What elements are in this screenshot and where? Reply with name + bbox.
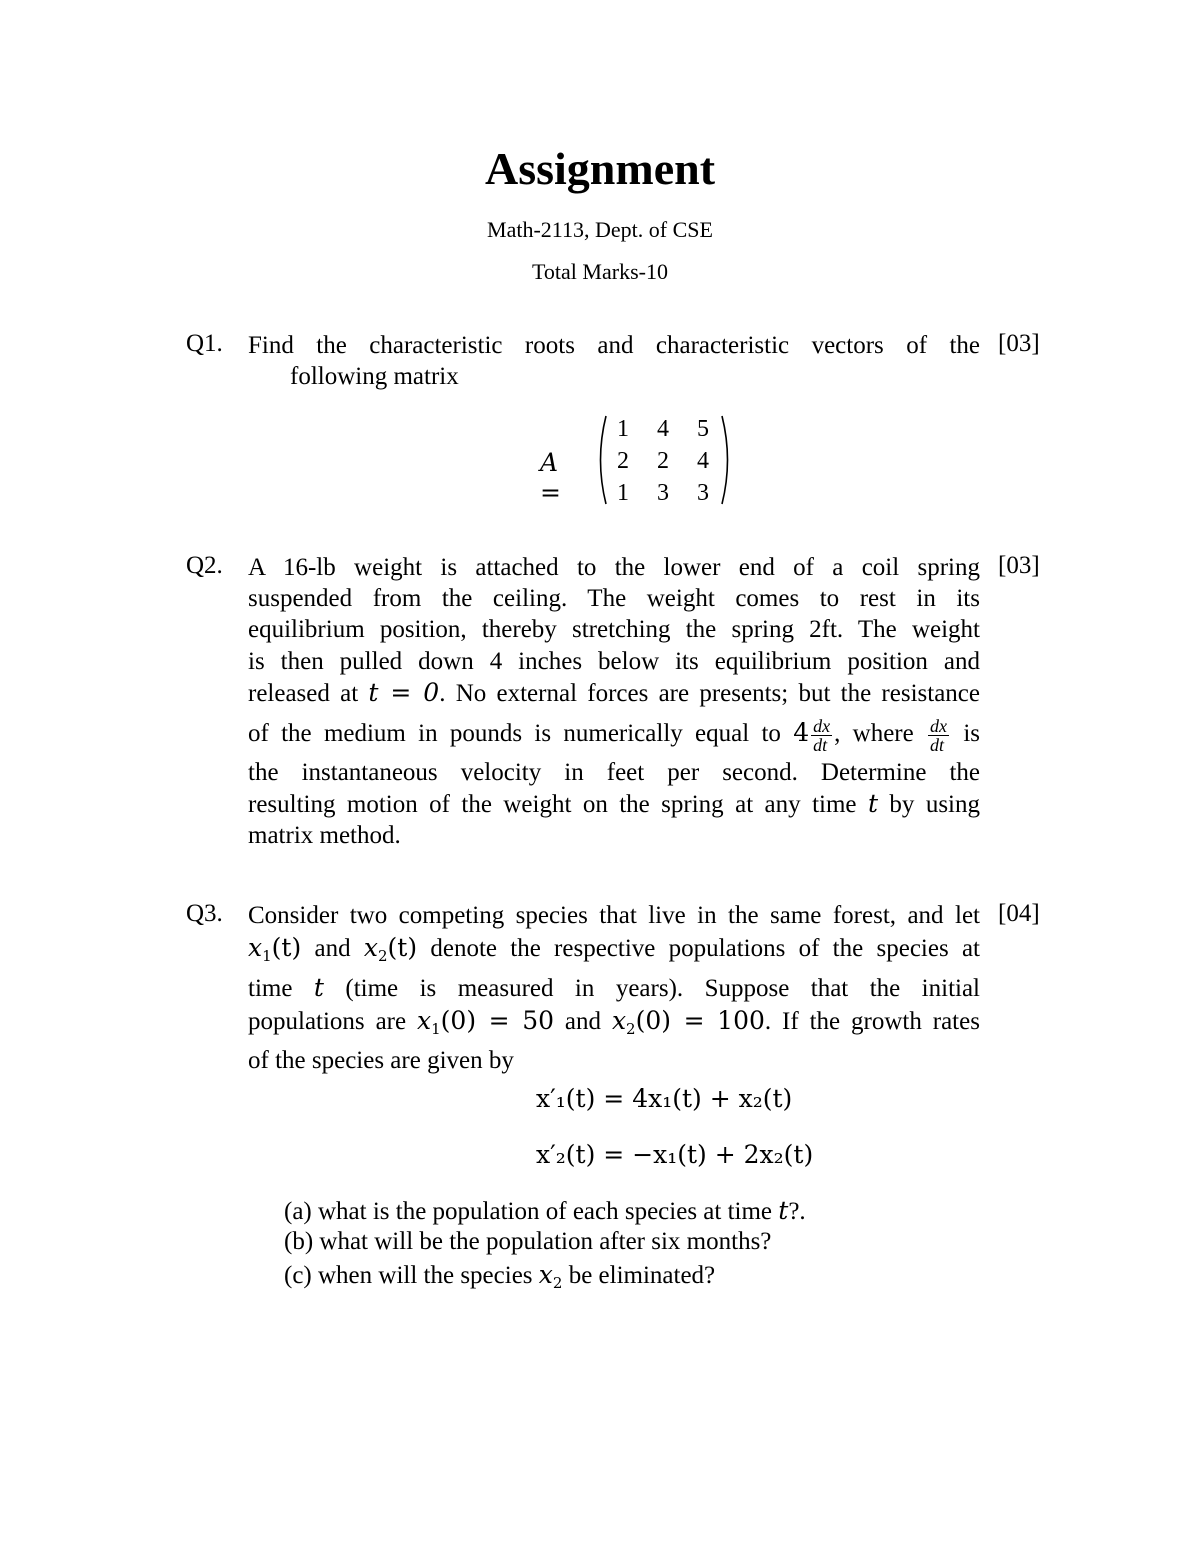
q2-text [248, 552, 980, 852]
part-c-post: be eliminated? [562, 1262, 716, 1289]
fraction-numerator: dx [930, 715, 948, 736]
var-x: x [611, 1006, 627, 1035]
q3-number: Q3. [186, 900, 223, 927]
q3-line-5: of the species are given by [248, 1047, 514, 1074]
q3-part-a [284, 1196, 806, 1226]
q1-text [248, 330, 980, 392]
var-sub: 2 [626, 1020, 636, 1038]
matrix-grid [604, 414, 724, 510]
q3-time-var: t [313, 973, 324, 1002]
part-a-pre: (a) what is the population of each species at time [284, 1198, 779, 1225]
q3-marks: [04] [998, 900, 1040, 927]
matrix-cell: 3 [697, 480, 709, 506]
q2-line-1: A 16-lb weight is attached to the lower end of a coil spring [248, 554, 980, 581]
q1-number: Q1. [186, 330, 223, 357]
q3-line-1: Consider two competing species that live in the same forest, and let [248, 902, 980, 929]
q2-line-8a: resulting motion of the weight on the spring at any time [248, 791, 868, 819]
var-sub: 1 [262, 947, 272, 965]
matrix-cell: 2 [617, 448, 629, 474]
q3-part-c [284, 1260, 715, 1292]
matrix-cell: 5 [697, 416, 709, 442]
q2-t-eq: t = 0 [368, 677, 440, 707]
q2-line-6c: is [951, 720, 980, 748]
equation-2: x′₂(t) = −x₁(t) + 2x₂(t) [536, 1140, 814, 1169]
equation-1: x′₁(t) = 4x₁(t) + x₂(t) [536, 1084, 793, 1113]
init-cond-2: (0) = 100 [635, 1006, 765, 1035]
var-x: x [417, 1006, 432, 1035]
q3-line-3a: time [248, 975, 314, 1002]
total-marks: Total Marks-10 [532, 259, 668, 284]
fraction-denominator: dt [930, 734, 945, 755]
part-a-post: ?. [788, 1198, 806, 1225]
matrix-label [540, 448, 561, 508]
q2-line-7: the instantaneous velocity in feet per second. Determine the [248, 759, 980, 787]
q2-line-8 [248, 788, 980, 820]
right-paren-icon [720, 414, 734, 506]
q2-line-5b: . No external forces are presents; but the resistance [439, 679, 980, 707]
q1-marks: [03] [998, 330, 1040, 357]
q3-line-2 [248, 932, 980, 972]
var-arg: (t) [271, 933, 302, 962]
q1-line-1: Find the characteristic roots and characteristic vectors of the [248, 332, 980, 359]
matrix-cell: 4 [657, 416, 669, 442]
q2-line-6a: of the medium in pounds is numerically equal to [248, 720, 794, 748]
var-sub: 2 [377, 947, 388, 965]
var-x: x [248, 933, 263, 962]
q1-line-2: following matrix [290, 363, 459, 391]
init-cond-1: (0) = 50 [440, 1006, 555, 1035]
q2-fraction-1 [811, 717, 832, 754]
q3-line-2c: denote the respective populations of the species at [417, 935, 980, 962]
var-x: x [363, 933, 378, 962]
q2-line-9: matrix method. [248, 822, 401, 850]
q2-time-var: t [867, 789, 878, 819]
part-c-pre: (c) when will the species [284, 1262, 539, 1289]
q2-line-6b: , where [834, 720, 927, 748]
q2-number: Q2. [186, 552, 223, 579]
matrix-cell: 1 [617, 480, 629, 506]
q2-line-4: is then pulled down 4 inches below its equilibrium position and [248, 647, 980, 675]
q3-text [248, 900, 980, 1077]
assignment-title: Assignment [484, 143, 716, 194]
q2-line-5 [248, 677, 980, 709]
q3-line-4b: . If the growth rates [764, 1008, 980, 1035]
matrix-cell: 3 [657, 480, 669, 506]
part-c-sub: 2 [552, 1274, 563, 1292]
q3-part-b: (b) what will be the population after six months? [284, 1228, 772, 1255]
q2-line-6 [248, 709, 980, 757]
q3-and: and [301, 935, 364, 962]
var-arg: (t) [387, 933, 418, 962]
fraction-numerator: dx [813, 715, 831, 736]
q2-coef: 4 [793, 718, 810, 748]
part-a-t: t [778, 1196, 789, 1225]
fraction-denominator: dt [813, 734, 828, 755]
q3-line-4a: populations are [248, 1008, 417, 1035]
q2-fraction-2 [928, 717, 949, 754]
q3-line-3b: (time is measured in years). Suppose that the initial [323, 975, 981, 1002]
q3-and: and [554, 1008, 612, 1035]
matrix-label-text: A = [540, 448, 561, 507]
matrix-cell: 1 [617, 416, 629, 442]
var-sub: 1 [431, 1020, 441, 1038]
q2-line-8b: by using [877, 791, 980, 819]
q2-line-3: equilibrium position, thereby stretching the spring 2ft. The weight [248, 616, 980, 644]
part-c-var: x [538, 1260, 553, 1289]
q2-line-2: suspended from the ceiling. The weight comes to rest in its [248, 585, 980, 613]
left-paren-icon [594, 414, 608, 506]
q3-line-3 [248, 972, 980, 1005]
course-info: Math-2113, Dept. of CSE [487, 217, 713, 242]
q3-line-4 [248, 1005, 980, 1045]
matrix-cell: 2 [657, 448, 669, 474]
q2-marks: [03] [998, 552, 1040, 579]
matrix-cell: 4 [697, 448, 709, 474]
q2-line-5a: released at [248, 679, 369, 707]
